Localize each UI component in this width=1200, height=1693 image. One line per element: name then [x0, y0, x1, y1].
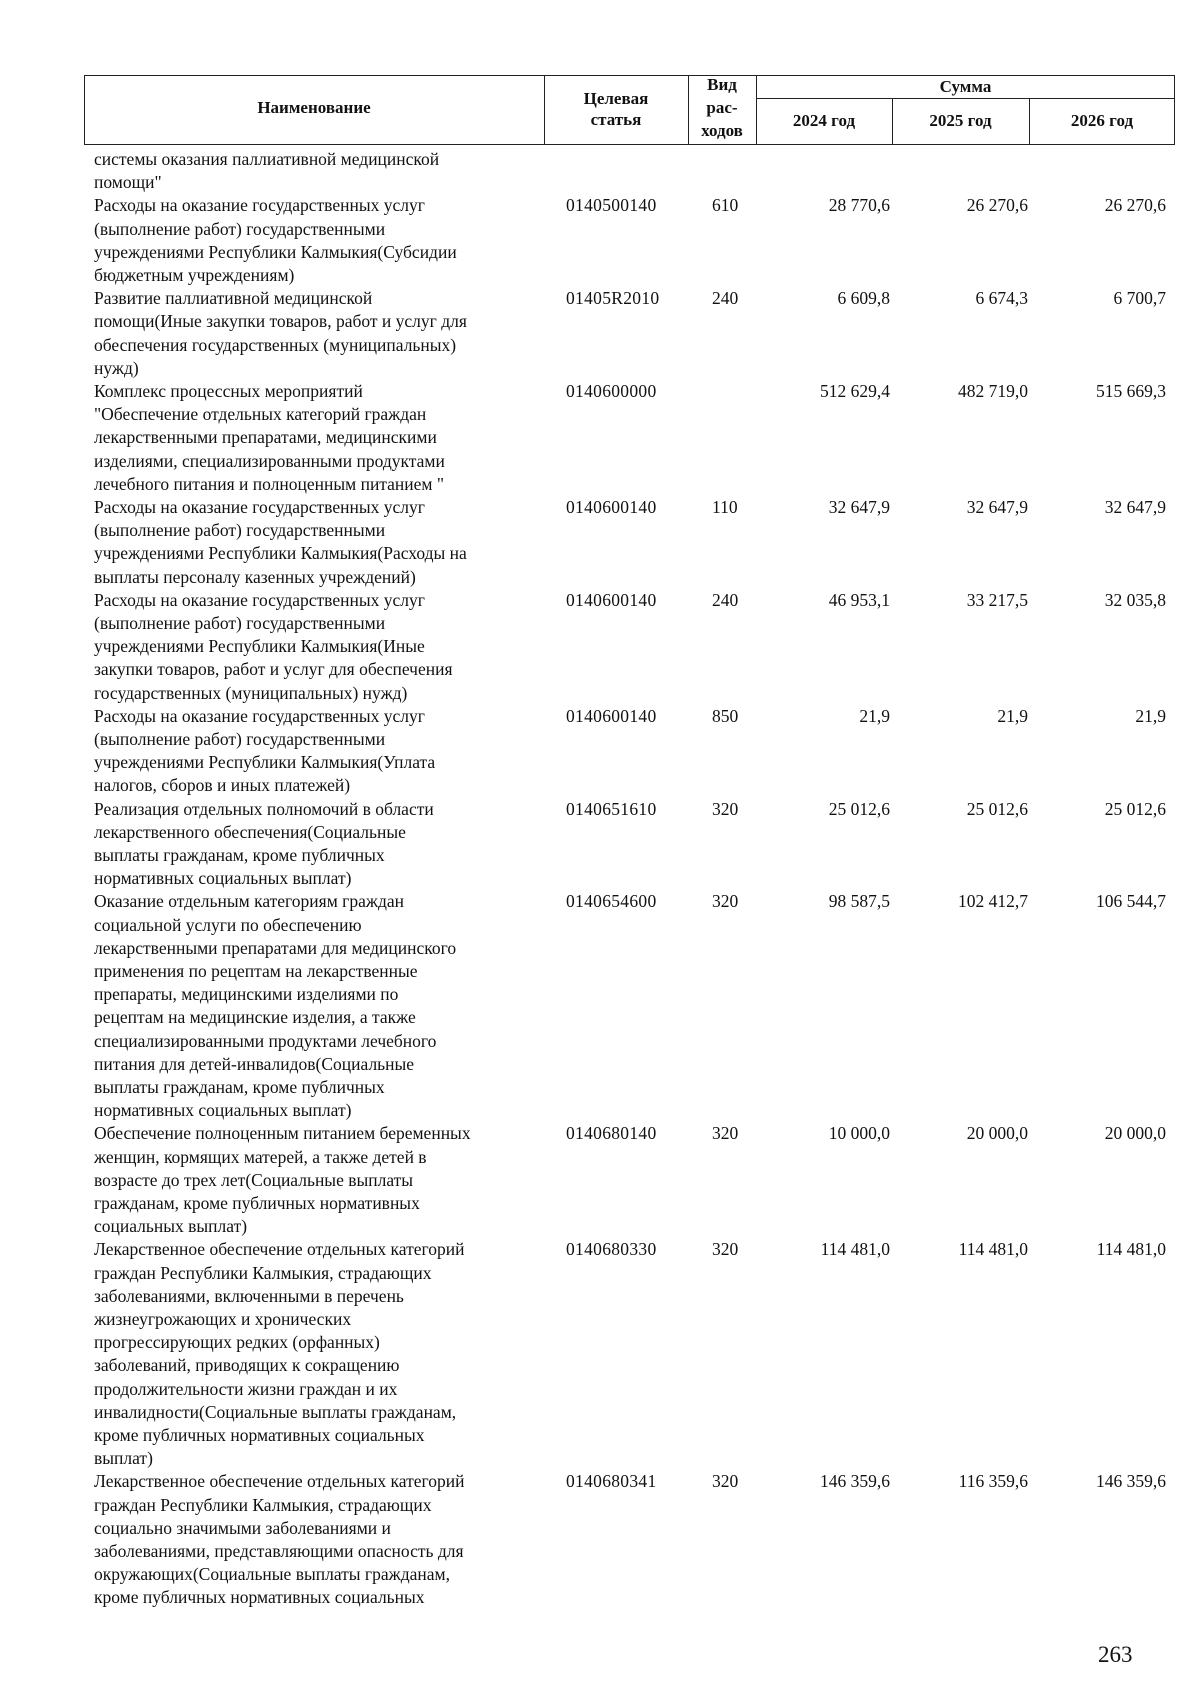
- row-expense-kind: 320: [712, 891, 739, 912]
- header-kind-line: Вид: [707, 75, 737, 94]
- row-name-line: питания для детей-инвалидов(Социальные: [94, 1053, 415, 1074]
- row-name: [94, 380, 544, 496]
- row-name-line: "Обеспечение отдельных категорий граждан: [94, 404, 427, 425]
- row-amount-2024: 21,9: [859, 705, 890, 726]
- row-name-line: помощи": [94, 172, 162, 193]
- row-name-line: препараты, медицинскими изделиями по: [94, 984, 399, 1005]
- row-name-line: помощи(Иные закупки товаров, работ и услуг для: [94, 311, 467, 332]
- row-amount-2025: 20 000,0: [966, 1123, 1028, 1144]
- header-kind-line: рас-: [706, 98, 738, 117]
- row-amount-2025: 26 270,6: [966, 195, 1028, 216]
- row-name-line: (выполнение работ) государственными: [94, 520, 386, 541]
- row-name-line: специализированными продуктами лечебного: [94, 1030, 437, 1051]
- row-name-line: учреждениями Республики Калмыкия(Субсидии: [94, 241, 457, 262]
- row-amount-2026: 32 035,8: [1104, 589, 1166, 610]
- row-name-line: социальных выплат): [94, 1216, 248, 1237]
- row-name-line: учреждениями Республики Калмыкия(Уплата: [94, 752, 436, 773]
- row-amount-2026: 32 647,9: [1104, 496, 1166, 517]
- header-kind: [688, 73, 756, 142]
- row-name: [94, 798, 544, 891]
- row-name-line: женщин, кормящих матерей, а также детей в: [94, 1146, 427, 1167]
- row-name-line: изделиями, специализированными продуктами: [94, 450, 445, 471]
- row-name-line: обеспечения государственных (муниципальных): [94, 334, 457, 355]
- row-amount-2026: 106 544,7: [1096, 891, 1166, 912]
- row-name-line: Обеспечение полноценным питанием беременных: [94, 1123, 471, 1144]
- table-row: [0, 1238, 1200, 1470]
- row-name-line: учреждениями Республики Калмыкия(Расходы на: [94, 543, 467, 564]
- header-divider: [756, 98, 1175, 99]
- row-target-code: 0140680341: [566, 1471, 657, 1492]
- row-amount-2024: 32 647,9: [828, 496, 890, 517]
- row-name-line: кроме публичных нормативных социальных: [94, 1587, 425, 1608]
- row-target-code: 0140600000: [566, 380, 657, 401]
- row-amount-2024: 46 953,1: [828, 589, 890, 610]
- table-body: [0, 148, 1200, 1610]
- row-name-line: выплаты гражданам, кроме публичных: [94, 1077, 385, 1097]
- row-expense-kind: 320: [712, 1471, 739, 1492]
- row-expense-kind: 320: [712, 798, 739, 819]
- row-name-line: выплаты персоналу казенных учреждений): [94, 566, 416, 587]
- table-header: [84, 75, 1175, 145]
- header-sum: Сумма: [939, 77, 992, 96]
- row-name-line: Расходы на оказание государственных услуг: [94, 705, 425, 726]
- row-name: [94, 1470, 544, 1609]
- row-name-line: закупки товаров, работ и услуг для обеспечения: [94, 659, 453, 680]
- table-row: [0, 798, 1200, 891]
- row-name-line: государственных (муниципальных) нужд): [94, 682, 408, 703]
- row-name-line: социально значимыми заболеваниями и: [94, 1517, 391, 1538]
- row-name-line: кроме публичных нормативных социальных: [94, 1425, 425, 1445]
- header-code-line: Целевая: [583, 89, 649, 108]
- row-name-line: заболеваниями, представляющими опасность для: [94, 1540, 464, 1561]
- row-amount-2024: 25 012,6: [828, 798, 890, 819]
- row-expense-kind: 320: [712, 1123, 739, 1144]
- row-amount-2026: 114 481,0: [1096, 1239, 1166, 1260]
- row-name-line: налогов, сборов и иных платежей): [94, 775, 351, 796]
- row-name: [94, 890, 544, 1122]
- row-expense-kind: 240: [712, 589, 739, 610]
- row-name: [94, 589, 544, 705]
- row-name: [94, 705, 544, 798]
- row-expense-kind: 320: [712, 1239, 739, 1260]
- row-name-line: выплаты гражданам, кроме публичных: [94, 844, 385, 865]
- row-name-line: (выполнение работ) государственными: [94, 612, 386, 633]
- row-amount-2024: 114 481,0: [820, 1239, 890, 1260]
- row-target-code: 0140680140: [566, 1123, 657, 1144]
- row-name: [94, 287, 544, 380]
- row-amount-2025: 482 719,0: [958, 380, 1028, 401]
- row-target-code: 0140500140: [566, 195, 657, 216]
- row-name-line: бюджетным учреждениям): [94, 265, 295, 285]
- header-year-2026: 2026 год: [1070, 111, 1134, 130]
- row-name: [94, 496, 544, 589]
- table-row: [0, 194, 1200, 287]
- header-code: [544, 88, 688, 130]
- row-name-line: лекарственного обеспечения(Социальные: [94, 821, 406, 842]
- row-amount-2024: 98 587,5: [828, 891, 890, 912]
- table-row: [0, 705, 1200, 798]
- row-target-code: 0140600140: [566, 589, 657, 610]
- row-name-line: Оказание отдельным категориям граждан: [94, 891, 404, 912]
- header-name: Наименование: [257, 98, 371, 117]
- row-name-line: рецептам на медицинские изделия, а также: [94, 1007, 416, 1028]
- row-name-line: граждан Республики Калмыкия, страдающих: [94, 1494, 432, 1515]
- row-expense-kind: 110: [712, 496, 738, 517]
- row-name-line: лечебного питания и полноценным питанием ": [94, 473, 445, 494]
- row-target-code: 0140651610: [566, 798, 657, 819]
- row-name-line: (выполнение работ) государственными: [94, 728, 386, 749]
- row-name: [94, 1122, 544, 1238]
- row-amount-2024: 28 770,6: [828, 195, 890, 216]
- row-name-line: Расходы на оказание государственных услуг: [94, 589, 425, 610]
- row-name-line: прогрессирующих редких (орфанных): [94, 1332, 380, 1353]
- row-name-line: Лекарственное обеспечение отдельных категорий: [94, 1239, 465, 1260]
- row-amount-2024: 10 000,0: [828, 1123, 890, 1144]
- row-name-line: лекарственными препаратами, медицинскими: [94, 427, 437, 448]
- row-amount-2025: 32 647,9: [966, 496, 1028, 517]
- table-row: [0, 380, 1200, 496]
- row-name-line: Комплекс процессных мероприятий: [94, 380, 363, 401]
- row-target-code: 0140600140: [566, 705, 657, 726]
- row-amount-2025: 33 217,5: [966, 589, 1028, 610]
- table-row: [0, 589, 1200, 705]
- table-row: [0, 496, 1200, 589]
- row-name-line: Реализация отдельных полномочий в области: [94, 798, 434, 819]
- row-name-line: инвалидности(Социальные выплаты гражданам,: [94, 1401, 457, 1422]
- row-amount-2026: 6 700,7: [1113, 288, 1166, 309]
- table-row: [0, 287, 1200, 380]
- row-name-line: нормативных социальных выплат): [94, 1100, 352, 1121]
- row-name-line: Расходы на оказание государственных услуг: [94, 195, 425, 216]
- row-name-line: нормативных социальных выплат): [94, 868, 352, 889]
- header-year-2024: 2024 год: [792, 111, 856, 130]
- table-row: [0, 1470, 1200, 1609]
- row-amount-2026: 25 012,6: [1104, 798, 1166, 819]
- row-name: [94, 194, 544, 287]
- row-amount-2025: 114 481,0: [958, 1239, 1028, 1260]
- row-name-line: возрасте до трех лет(Социальные выплаты: [94, 1169, 414, 1190]
- table-row: [0, 1122, 1200, 1238]
- row-target-code: 0140600140: [566, 496, 657, 517]
- row-amount-2024: 146 359,6: [820, 1471, 890, 1492]
- row-expense-kind: 610: [712, 195, 739, 216]
- page-number: 263: [1098, 1642, 1133, 1667]
- row-target-code: 0140654600: [566, 891, 657, 912]
- row-amount-2026: 21,9: [1135, 705, 1166, 726]
- row-name-line: социальной услуги по обеспечению: [94, 914, 362, 935]
- row-name-line: выплат): [94, 1448, 153, 1469]
- header-code-line: статья: [590, 110, 642, 129]
- row-amount-2026: 20 000,0: [1104, 1123, 1166, 1144]
- row-name-line: Лекарственное обеспечение отдельных категорий: [94, 1471, 465, 1492]
- row-amount-2026: 146 359,6: [1096, 1471, 1166, 1492]
- row-name-line: продолжительности жизни граждан и их: [94, 1378, 398, 1399]
- row-name: [94, 148, 544, 194]
- row-target-code: 01405R2010: [566, 288, 660, 309]
- row-name-line: системы оказания паллиативной медицинской: [94, 149, 440, 169]
- row-name-line: лекарственными препаратами для медицинского: [94, 937, 457, 958]
- row-amount-2026: 26 270,6: [1104, 195, 1166, 216]
- row-name: [94, 1238, 544, 1470]
- row-name-line: Развитие паллиативной медицинской: [94, 288, 373, 309]
- row-name-line: окружающих(Социальные выплаты гражданам,: [94, 1564, 450, 1585]
- row-name-line: граждан Республики Калмыкия, страдающих: [94, 1262, 432, 1283]
- row-amount-2025: 102 412,7: [958, 891, 1028, 912]
- header-year-2025: 2025 год: [929, 111, 992, 130]
- row-name-line: учреждениями Республики Калмыкия(Иные: [94, 636, 425, 657]
- row-name-line: гражданам, кроме публичных нормативных: [94, 1192, 420, 1213]
- table-row: [0, 148, 1200, 194]
- row-amount-2025: 6 674,3: [975, 288, 1028, 309]
- row-name-line: заболеваний, приводящих к сокращению: [94, 1355, 400, 1376]
- row-amount-2024: 6 609,8: [837, 288, 890, 309]
- row-expense-kind: 850: [712, 705, 739, 726]
- row-name-line: заболеваниями, включенными в перечень: [94, 1285, 404, 1306]
- row-amount-2026: 515 669,3: [1096, 380, 1166, 401]
- table-row: [0, 890, 1200, 1122]
- row-name-line: применения по рецептам на лекарственные: [94, 960, 418, 981]
- row-name-line: нужд): [94, 357, 139, 378]
- header-kind-line: ходов: [701, 121, 743, 140]
- row-amount-2025: 116 359,6: [958, 1471, 1028, 1492]
- row-expense-kind: 240: [712, 288, 739, 309]
- row-amount-2024: 512 629,4: [820, 380, 890, 401]
- row-name-line: Расходы на оказание государственных услуг: [94, 496, 425, 517]
- row-amount-2025: 25 012,6: [966, 798, 1028, 819]
- row-amount-2025: 21,9: [997, 705, 1028, 726]
- row-name-line: жизнеугрожающих и хронических: [94, 1308, 352, 1329]
- row-target-code: 0140680330: [566, 1239, 657, 1260]
- row-name-line: (выполнение работ) государственными: [94, 218, 386, 239]
